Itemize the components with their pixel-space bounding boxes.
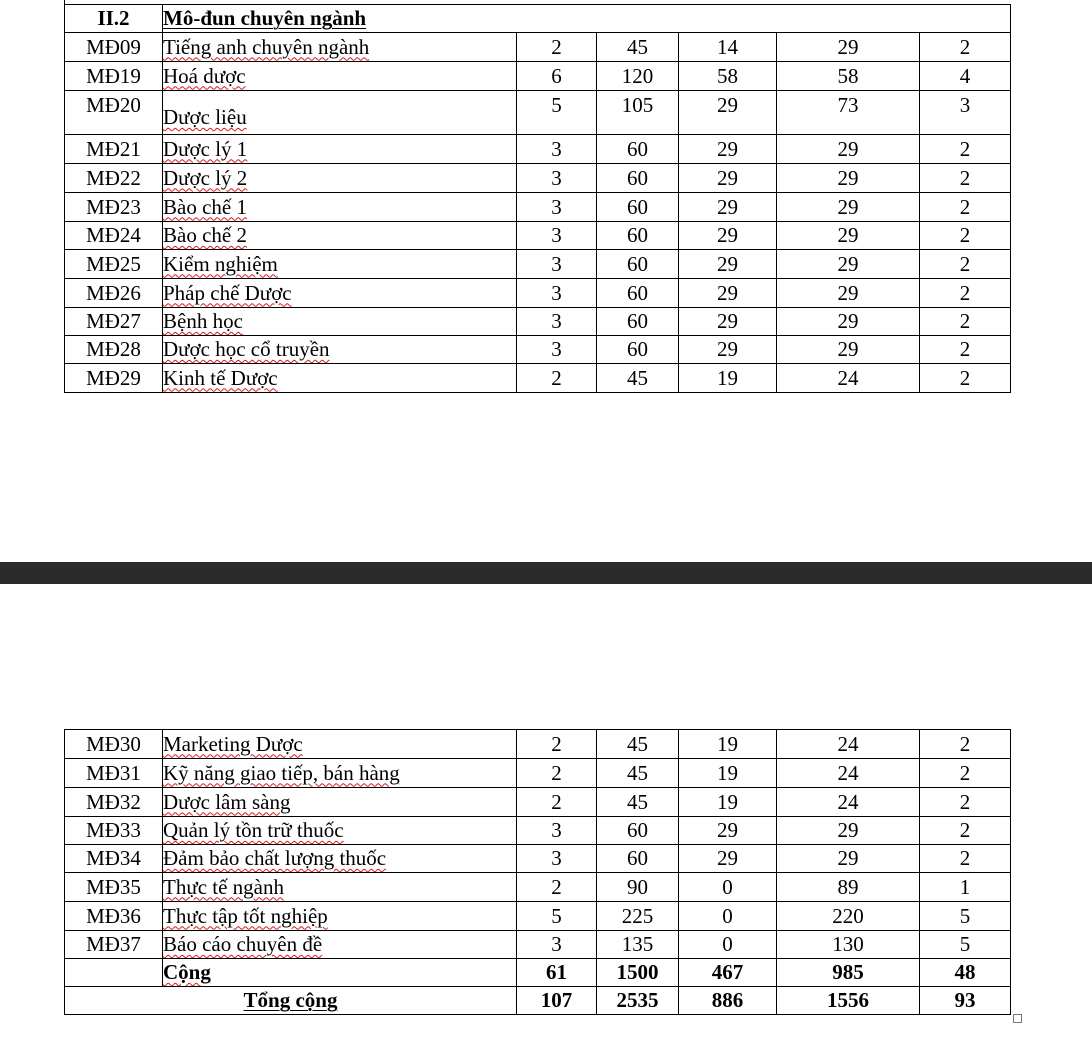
- practice-hours: 29: [777, 135, 920, 164]
- theory-hours: 29: [679, 135, 777, 164]
- credits: 2: [517, 730, 597, 759]
- credits: 3: [517, 164, 597, 193]
- module-name: Bào chế 1: [163, 193, 517, 222]
- table-row: [65, 788, 1011, 817]
- module-name: Marketing Dược: [163, 730, 517, 759]
- total-hours: 225: [597, 902, 679, 931]
- section-row: [65, 5, 1011, 33]
- theory-hours: 0: [679, 873, 777, 902]
- exam-hours: 5: [920, 902, 1011, 931]
- table-row: [65, 164, 1011, 193]
- table-row: [65, 62, 1011, 91]
- table-row: [65, 902, 1011, 931]
- total-hours: 60: [597, 164, 679, 193]
- theory-hours: 29: [679, 817, 777, 845]
- total-c3: 886: [679, 987, 777, 1015]
- practice-hours: 29: [777, 279, 920, 308]
- exam-hours: 2: [920, 222, 1011, 250]
- module-code: MĐ27: [65, 308, 163, 336]
- module-name: Thực tập tốt nghiệp: [163, 902, 517, 931]
- module-name: Kỹ năng giao tiếp, bán hàng: [163, 759, 517, 788]
- module-name: Thực tế ngành: [163, 873, 517, 902]
- module-code: MĐ33: [65, 817, 163, 845]
- module-name: Dược lý 1: [163, 135, 517, 164]
- subtotal-empty-cell: [65, 959, 163, 987]
- theory-hours: 29: [679, 279, 777, 308]
- practice-hours: 73: [777, 91, 920, 135]
- table-row: [65, 730, 1011, 759]
- credits: 2: [517, 33, 597, 62]
- module-code: MĐ09: [65, 33, 163, 62]
- exam-hours: 3: [920, 91, 1011, 135]
- theory-hours: 19: [679, 364, 777, 393]
- subtotal-c2: 1500: [597, 959, 679, 987]
- subtotal-c4: 985: [777, 959, 920, 987]
- page-separator: [0, 562, 1092, 584]
- total-c2: 2535: [597, 987, 679, 1015]
- module-name: Đảm bảo chất lượng thuốc: [163, 845, 517, 873]
- credits: 3: [517, 250, 597, 279]
- total-hours: 60: [597, 250, 679, 279]
- credits: 3: [517, 279, 597, 308]
- table-row: [65, 33, 1011, 62]
- table-row: [65, 308, 1011, 336]
- module-code: MĐ34: [65, 845, 163, 873]
- theory-hours: 19: [679, 730, 777, 759]
- subtotal-c1: 61: [517, 959, 597, 987]
- exam-hours: 2: [920, 759, 1011, 788]
- table-row: [65, 931, 1011, 959]
- total-hours: 45: [597, 33, 679, 62]
- theory-hours: 0: [679, 931, 777, 959]
- module-code: MĐ26: [65, 279, 163, 308]
- module-code: MĐ24: [65, 222, 163, 250]
- module-name: Dược lâm sàng: [163, 788, 517, 817]
- credits: 3: [517, 336, 597, 364]
- theory-hours: 29: [679, 222, 777, 250]
- exam-hours: 2: [920, 308, 1011, 336]
- section-code: II.2: [65, 5, 163, 33]
- practice-hours: 58: [777, 62, 920, 91]
- credits: 3: [517, 845, 597, 873]
- practice-hours: 220: [777, 902, 920, 931]
- module-code: MĐ20: [65, 91, 163, 135]
- credits: 3: [517, 222, 597, 250]
- practice-hours: 89: [777, 873, 920, 902]
- curriculum-table-part-2: [64, 729, 1011, 1015]
- total-hours: 90: [597, 873, 679, 902]
- credits: 3: [517, 931, 597, 959]
- theory-hours: 29: [679, 193, 777, 222]
- module-name: Pháp chế Dược: [163, 279, 517, 308]
- theory-hours: 29: [679, 336, 777, 364]
- exam-hours: 2: [920, 279, 1011, 308]
- subtotal-label: Cộng: [163, 959, 517, 987]
- table-row: [65, 873, 1011, 902]
- module-code: MĐ28: [65, 336, 163, 364]
- total-hours: 60: [597, 845, 679, 873]
- practice-hours: 130: [777, 931, 920, 959]
- total-hours: 120: [597, 62, 679, 91]
- practice-hours: 29: [777, 336, 920, 364]
- exam-hours: 2: [920, 364, 1011, 393]
- subtotal-c5: 48: [920, 959, 1011, 987]
- practice-hours: 29: [777, 845, 920, 873]
- document-page-lower: [0, 584, 1092, 1054]
- theory-hours: 29: [679, 250, 777, 279]
- module-code: MĐ29: [65, 364, 163, 393]
- module-name: Kiểm nghiệm: [163, 250, 517, 279]
- practice-hours: 24: [777, 730, 920, 759]
- theory-hours: 19: [679, 759, 777, 788]
- total-row: [65, 987, 1011, 1015]
- table-row: [65, 845, 1011, 873]
- practice-hours: 29: [777, 250, 920, 279]
- credits: 3: [517, 817, 597, 845]
- module-name: Báo cáo chuyên đề: [163, 931, 517, 959]
- module-code: MĐ36: [65, 902, 163, 931]
- total-hours: 60: [597, 193, 679, 222]
- module-name: Kinh tế Dược: [163, 364, 517, 393]
- table-row: [65, 364, 1011, 393]
- module-code: MĐ32: [65, 788, 163, 817]
- credits: 2: [517, 873, 597, 902]
- practice-hours: 24: [777, 364, 920, 393]
- total-hours: 45: [597, 759, 679, 788]
- exam-hours: 2: [920, 817, 1011, 845]
- section-title: Mô-đun chuyên ngành: [163, 5, 1011, 33]
- practice-hours: 29: [777, 308, 920, 336]
- total-hours: 60: [597, 135, 679, 164]
- exam-hours: 2: [920, 193, 1011, 222]
- total-c4: 1556: [777, 987, 920, 1015]
- table-row: [65, 759, 1011, 788]
- module-name: Dược lý 2: [163, 164, 517, 193]
- credits: 2: [517, 759, 597, 788]
- table-row: [65, 279, 1011, 308]
- practice-hours: 29: [777, 33, 920, 62]
- exam-hours: 2: [920, 730, 1011, 759]
- module-code: MĐ19: [65, 62, 163, 91]
- total-hours: 60: [597, 222, 679, 250]
- theory-hours: 0: [679, 902, 777, 931]
- exam-hours: 2: [920, 788, 1011, 817]
- exam-hours: 5: [920, 931, 1011, 959]
- table-resize-handle[interactable]: [1013, 1014, 1022, 1023]
- total-hours: 45: [597, 730, 679, 759]
- exam-hours: 2: [920, 135, 1011, 164]
- table-row: [65, 250, 1011, 279]
- exam-hours: 2: [920, 845, 1011, 873]
- credits: 3: [517, 308, 597, 336]
- theory-hours: 29: [679, 308, 777, 336]
- credits: 5: [517, 91, 597, 135]
- table-row: [65, 336, 1011, 364]
- practice-hours: 24: [777, 759, 920, 788]
- exam-hours: 2: [920, 336, 1011, 364]
- table-row: [65, 91, 1011, 135]
- total-c1: 107: [517, 987, 597, 1015]
- practice-hours: 24: [777, 788, 920, 817]
- theory-hours: 29: [679, 164, 777, 193]
- table-row: [65, 135, 1011, 164]
- practice-hours: 29: [777, 817, 920, 845]
- practice-hours: 29: [777, 164, 920, 193]
- module-code: MĐ31: [65, 759, 163, 788]
- module-code: MĐ37: [65, 931, 163, 959]
- practice-hours: 29: [777, 222, 920, 250]
- total-hours: 135: [597, 931, 679, 959]
- table-row: [65, 222, 1011, 250]
- exam-hours: 2: [920, 33, 1011, 62]
- module-name: Hoá dược: [163, 62, 517, 91]
- table-row: [65, 817, 1011, 845]
- module-code: MĐ25: [65, 250, 163, 279]
- theory-hours: 29: [679, 845, 777, 873]
- credits: 2: [517, 364, 597, 393]
- credits: 3: [517, 135, 597, 164]
- total-hours: 60: [597, 279, 679, 308]
- credits: 6: [517, 62, 597, 91]
- exam-hours: 1: [920, 873, 1011, 902]
- credits: 5: [517, 902, 597, 931]
- curriculum-table-part-1: [64, 4, 1011, 393]
- total-hours: 60: [597, 308, 679, 336]
- credits: 2: [517, 788, 597, 817]
- module-name: Quản lý tồn trữ thuốc: [163, 817, 517, 845]
- practice-hours: 29: [777, 193, 920, 222]
- theory-hours: 14: [679, 33, 777, 62]
- subtotal-c3: 467: [679, 959, 777, 987]
- total-c5: 93: [920, 987, 1011, 1015]
- module-name: Dược học cổ truyền: [163, 336, 517, 364]
- total-label: Tổng cộng: [65, 987, 517, 1015]
- exam-hours: 2: [920, 164, 1011, 193]
- credits: 3: [517, 193, 597, 222]
- total-hours: 45: [597, 364, 679, 393]
- subtotal-row: [65, 959, 1011, 987]
- module-code: MĐ22: [65, 164, 163, 193]
- theory-hours: 19: [679, 788, 777, 817]
- module-code: MĐ35: [65, 873, 163, 902]
- module-name: Dược liệu: [163, 91, 517, 135]
- module-name: Bệnh học: [163, 308, 517, 336]
- theory-hours: 58: [679, 62, 777, 91]
- exam-hours: 4: [920, 62, 1011, 91]
- module-name: Bào chế 2: [163, 222, 517, 250]
- total-hours: 60: [597, 336, 679, 364]
- module-code: MĐ21: [65, 135, 163, 164]
- module-code: MĐ23: [65, 193, 163, 222]
- exam-hours: 2: [920, 250, 1011, 279]
- module-code: MĐ30: [65, 730, 163, 759]
- total-hours: 45: [597, 788, 679, 817]
- theory-hours: 29: [679, 91, 777, 135]
- total-hours: 105: [597, 91, 679, 135]
- total-hours: 60: [597, 817, 679, 845]
- module-name: Tiếng anh chuyên ngành: [163, 33, 517, 62]
- table-row: [65, 193, 1011, 222]
